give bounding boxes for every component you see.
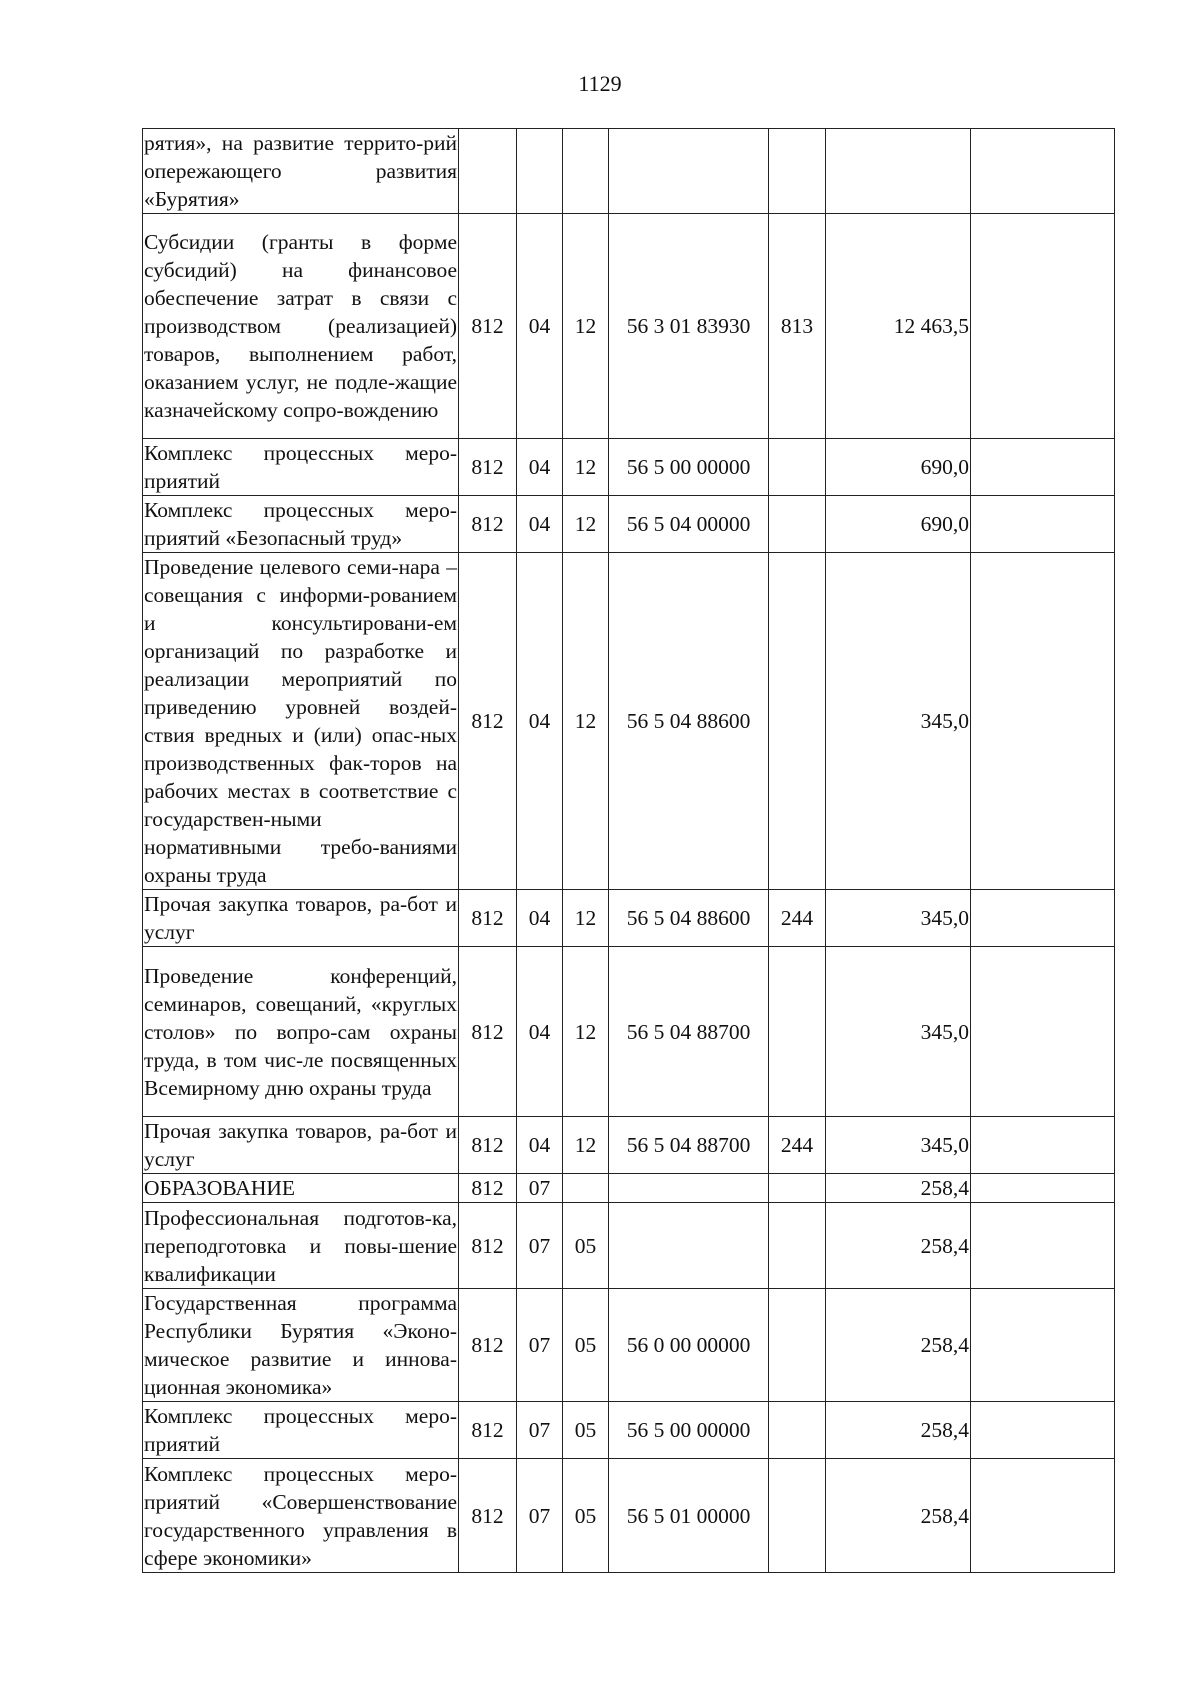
table-row bbox=[143, 553, 1115, 890]
expense-type-code bbox=[769, 129, 826, 214]
expense-type-code bbox=[769, 1459, 826, 1573]
row-description: Комплекс процессных меро-приятий «Совершенствование государственного управления в сфере экономики» bbox=[143, 1459, 459, 1573]
amount bbox=[826, 129, 971, 214]
target-article-code: 56 0 00 00000 bbox=[609, 1289, 769, 1402]
target-article-code: 56 5 04 88600 bbox=[609, 553, 769, 890]
grbs-code: 812 bbox=[459, 1402, 517, 1459]
subsection-code: 12 bbox=[563, 947, 609, 1117]
subsection-code: 12 bbox=[563, 890, 609, 947]
extra-column bbox=[971, 129, 1115, 214]
extra-column bbox=[971, 439, 1115, 496]
expense-type-code bbox=[769, 947, 826, 1117]
table-row bbox=[143, 890, 1115, 947]
section-code: 04 bbox=[517, 890, 563, 947]
amount: 345,0 bbox=[826, 947, 971, 1117]
extra-column bbox=[971, 496, 1115, 553]
table-row bbox=[143, 214, 1115, 439]
budget-table bbox=[142, 128, 1115, 1573]
subsection-code: 12 bbox=[563, 439, 609, 496]
subsection-code: 12 bbox=[563, 1117, 609, 1174]
section-code: 07 bbox=[517, 1289, 563, 1402]
grbs-code: 812 bbox=[459, 1289, 517, 1402]
row-description: Комплекс процессных меро-приятий bbox=[143, 1402, 459, 1459]
target-article-code: 56 5 01 00000 bbox=[609, 1459, 769, 1573]
section-code: 04 bbox=[517, 214, 563, 439]
amount: 690,0 bbox=[826, 496, 971, 553]
section-code: 04 bbox=[517, 496, 563, 553]
extra-column bbox=[971, 1289, 1115, 1402]
expense-type-code bbox=[769, 1289, 826, 1402]
table-row bbox=[143, 1203, 1115, 1289]
row-description: Государственная программа Республики Бурятия «Эконо-мическое развитие и иннова-ционная экономика» bbox=[143, 1289, 459, 1402]
subsection-code: 05 bbox=[563, 1289, 609, 1402]
row-description: Прочая закупка товаров, ра-бот и услуг bbox=[143, 890, 459, 947]
table-row bbox=[143, 439, 1115, 496]
subsection-code: 12 bbox=[563, 214, 609, 439]
grbs-code: 812 bbox=[459, 214, 517, 439]
table-row bbox=[143, 129, 1115, 214]
expense-type-code bbox=[769, 1203, 826, 1289]
subsection-code: 05 bbox=[563, 1402, 609, 1459]
expense-type-code bbox=[769, 553, 826, 890]
expense-type-code bbox=[769, 1402, 826, 1459]
extra-column bbox=[971, 947, 1115, 1117]
table-row bbox=[143, 1289, 1115, 1402]
amount: 345,0 bbox=[826, 1117, 971, 1174]
target-article-code: 56 5 00 00000 bbox=[609, 439, 769, 496]
table-row bbox=[143, 1117, 1115, 1174]
grbs-code bbox=[459, 129, 517, 214]
amount: 690,0 bbox=[826, 439, 971, 496]
grbs-code: 812 bbox=[459, 553, 517, 890]
section-code bbox=[517, 129, 563, 214]
target-article-code bbox=[609, 129, 769, 214]
row-description: Комплекс процессных меро-приятий «Безопасный труд» bbox=[143, 496, 459, 553]
extra-column bbox=[971, 1459, 1115, 1573]
target-article-code: 56 5 04 88700 bbox=[609, 947, 769, 1117]
extra-column bbox=[971, 214, 1115, 439]
grbs-code: 812 bbox=[459, 496, 517, 553]
section-code: 04 bbox=[517, 439, 563, 496]
row-description: рятия», на развитие террито-рий опережающего развития «Бурятия» bbox=[143, 129, 459, 214]
subsection-code: 05 bbox=[563, 1459, 609, 1573]
grbs-code: 812 bbox=[459, 947, 517, 1117]
expense-type-code bbox=[769, 1174, 826, 1203]
amount: 258,4 bbox=[826, 1203, 971, 1289]
extra-column bbox=[971, 1203, 1115, 1289]
target-article-code: 56 5 04 88700 bbox=[609, 1117, 769, 1174]
grbs-code: 812 bbox=[459, 1117, 517, 1174]
grbs-code: 812 bbox=[459, 890, 517, 947]
section-code: 07 bbox=[517, 1459, 563, 1573]
subsection-code bbox=[563, 1174, 609, 1203]
section-code: 07 bbox=[517, 1203, 563, 1289]
extra-column bbox=[971, 553, 1115, 890]
amount: 12 463,5 bbox=[826, 214, 971, 439]
amount: 345,0 bbox=[826, 890, 971, 947]
section-code: 07 bbox=[517, 1174, 563, 1203]
target-article-code: 56 5 04 00000 bbox=[609, 496, 769, 553]
table-row bbox=[143, 1459, 1115, 1573]
target-article-code bbox=[609, 1174, 769, 1203]
extra-column bbox=[971, 1174, 1115, 1203]
amount: 258,4 bbox=[826, 1459, 971, 1573]
target-article-code: 56 3 01 83930 bbox=[609, 214, 769, 439]
table-row bbox=[143, 496, 1115, 553]
grbs-code: 812 bbox=[459, 1459, 517, 1573]
target-article-code: 56 5 00 00000 bbox=[609, 1402, 769, 1459]
amount: 258,4 bbox=[826, 1289, 971, 1402]
extra-column bbox=[971, 890, 1115, 947]
grbs-code: 812 bbox=[459, 439, 517, 496]
row-description: Проведение целевого семи-нара – совещания с информи-рованием и консультировани-ем организаций по разработке и реализации мероприятий по приведению уровней воздей-ствия вредных и (или) опас-ных производственных фак-торов на рабочих местах в соответствие с государствен-ными нормативными требо-ваниями охраны труда bbox=[143, 553, 459, 890]
section-code: 07 bbox=[517, 1402, 563, 1459]
table-row bbox=[143, 1174, 1115, 1203]
row-description: ОБРАЗОВАНИЕ bbox=[143, 1174, 459, 1203]
target-article-code: 56 5 04 88600 bbox=[609, 890, 769, 947]
subsection-code: 05 bbox=[563, 1203, 609, 1289]
expense-type-code: 244 bbox=[769, 1117, 826, 1174]
subsection-code: 12 bbox=[563, 496, 609, 553]
grbs-code: 812 bbox=[459, 1174, 517, 1203]
row-description: Субсидии (гранты в форме субсидий) на финансовое обеспечение затрат в связи с производством (реализацией) товаров, выполнением работ, оказанием услуг, не подле-жащие казначейскому сопро-вождению bbox=[143, 214, 459, 439]
section-code: 04 bbox=[517, 553, 563, 890]
row-description: Прочая закупка товаров, ра-бот и услуг bbox=[143, 1117, 459, 1174]
row-description: Комплекс процессных меро-приятий bbox=[143, 439, 459, 496]
amount: 258,4 bbox=[826, 1174, 971, 1203]
grbs-code: 812 bbox=[459, 1203, 517, 1289]
section-code: 04 bbox=[517, 1117, 563, 1174]
row-description: Проведение конференций, семинаров, совещаний, «круглых столов» по вопро-сам охраны труда, в том чис-ле посвященных Всемирному дню охраны труда bbox=[143, 947, 459, 1117]
amount: 345,0 bbox=[826, 553, 971, 890]
amount: 258,4 bbox=[826, 1402, 971, 1459]
subsection-code: 12 bbox=[563, 553, 609, 890]
row-description: Профессиональная подготов-ка, переподготовка и повы-шение квалификации bbox=[143, 1203, 459, 1289]
expense-type-code bbox=[769, 496, 826, 553]
extra-column bbox=[971, 1117, 1115, 1174]
page-number: 1129 bbox=[578, 71, 622, 96]
expense-type-code: 813 bbox=[769, 214, 826, 439]
table-row bbox=[143, 1402, 1115, 1459]
expense-type-code bbox=[769, 439, 826, 496]
expense-type-code: 244 bbox=[769, 890, 826, 947]
table-row bbox=[143, 947, 1115, 1117]
section-code: 04 bbox=[517, 947, 563, 1117]
extra-column bbox=[971, 1402, 1115, 1459]
subsection-code bbox=[563, 129, 609, 214]
target-article-code bbox=[609, 1203, 769, 1289]
